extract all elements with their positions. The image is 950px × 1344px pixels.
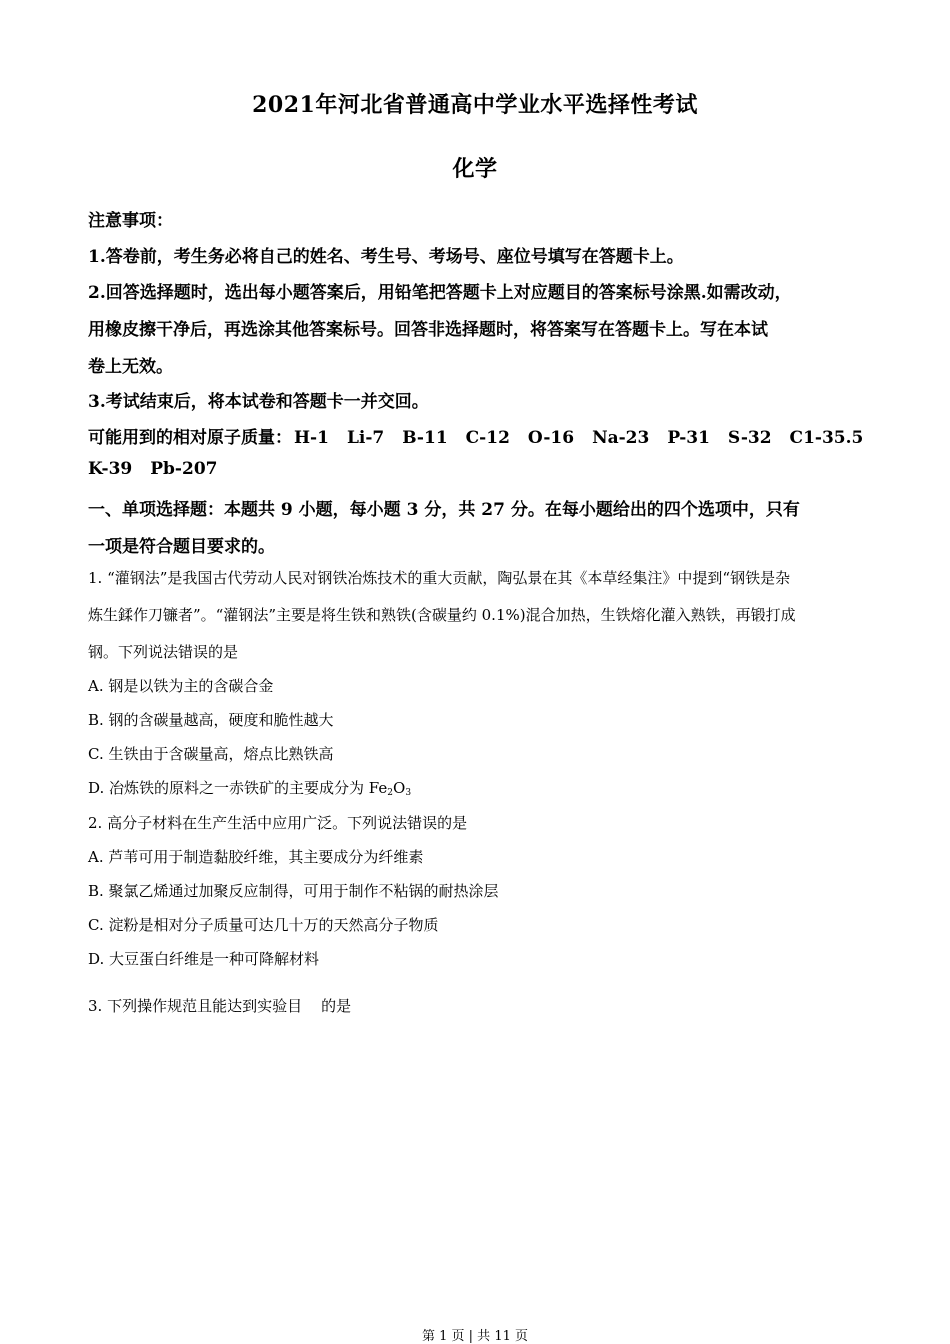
subject-title: 化学 xyxy=(452,156,498,182)
atomic-mass: C1-35.5 xyxy=(789,428,864,448)
q3-stem: 3. 下列操作规范且能达到实验目 的是 xyxy=(88,997,352,1015)
q1-option-a: A. 钢是以铁为主的含碳合金 xyxy=(88,677,274,695)
exam-title: 2021年河北省普通高中学业水平选择性考试 xyxy=(252,92,698,118)
atomic-mass: P-31 xyxy=(667,428,710,448)
notice-item-3: 3.考试结束后，将本试卷和答题卡一并交回。 xyxy=(88,392,429,412)
atomic-mass: C-12 xyxy=(465,428,510,448)
q2-option-b: B. 聚氯乙烯通过加聚反应制得，可用于制作不粘锅的耐热涂层 xyxy=(88,882,499,900)
page-footer: 第 1 页 | 共 11 页 xyxy=(422,1329,528,1344)
subscript: 2 xyxy=(387,788,393,798)
atomic-mass: Li-7 xyxy=(346,428,385,448)
atomic-mass: O-16 xyxy=(527,428,575,448)
section-1-heading-line-2: 一项是符合题目要求的。 xyxy=(88,537,275,557)
atomic-mass: Pb-207 xyxy=(150,459,218,479)
atomic-masses-line-1 xyxy=(88,423,868,448)
q2-option-d: D. 大豆蛋白纤维是一种可降解材料 xyxy=(88,950,320,968)
notice-item-2-line-3: 卷上无效。 xyxy=(88,357,173,377)
atomic-mass: Na-23 xyxy=(592,428,650,448)
q1-option-c: C. 生铁由于含碳量高，熔点比熟铁高 xyxy=(88,745,334,763)
oxygen-symbol: O xyxy=(393,779,406,797)
atomic-mass: K-39 xyxy=(88,459,133,479)
q2-option-a: A. 芦苇可用于制造黏胶纤维，其主要成分为纤维素 xyxy=(88,848,424,866)
atomic-mass: B-11 xyxy=(402,428,448,448)
q1-stem-line-1: 1. “灌钢法”是我国古代劳动人民对钢铁冶炼技术的重大贡献，陶弘景在其《本草经集注》中提到“钢铁是杂 xyxy=(88,569,791,587)
notice-heading: 注意事项： xyxy=(88,211,173,231)
section-1-heading-line-1: 一、单项选择题：本题共 9 小题，每小题 3 分，共 27 分。在每小题给出的四个选项中，只有 xyxy=(88,500,800,520)
q1-stem-line-3: 钢。下列说法错误的是 xyxy=(88,643,239,661)
q1-option-d xyxy=(88,777,868,798)
atomic-mass: H-1 xyxy=(294,428,329,448)
q1-stem-line-2: 炼生鍒作刀镰者”。“灌钢法”主要是将生铁和熟铁(含碳量约 0.1%)混合加热，生铁熔化灌入熟铁，再锻打成 xyxy=(88,606,796,624)
atomic-mass: S-32 xyxy=(727,428,772,448)
atomic-masses-line-2 xyxy=(88,459,868,479)
q2-stem: 2. 高分子材料在生产生活中应用广泛。下列说法错误的是 xyxy=(88,814,468,832)
subscript: 3 xyxy=(405,788,412,798)
q1-option-b: B. 钢的含碳量越高，硬度和脆性越大 xyxy=(88,711,334,729)
notice-item-2-line-2: 用橡皮擦干净后，再选涂其他答案标号。回答非选择题时，将答案写在答题卡上。写在本试 xyxy=(88,320,768,340)
notice-item-2-line-1: 2.回答选择题时，选出每小题答案后，用铅笔把答题卡上对应题目的答案标号涂黑.如需改动， xyxy=(88,283,792,303)
q2-option-c: C. 淀粉是相对分子质量可达几十万的天然高分子物质 xyxy=(88,916,439,934)
atomic-masses-label: 可能用到的相对原子质量： xyxy=(88,428,292,448)
q1-option-d-text: D. 冶炼铁的原料之一赤铁矿的主要成分为 Fe xyxy=(88,779,388,797)
notice-item-1: 1.答卷前，考生务必将自己的姓名、考生号、考场号、座位号填写在答题卡上。 xyxy=(88,247,684,267)
